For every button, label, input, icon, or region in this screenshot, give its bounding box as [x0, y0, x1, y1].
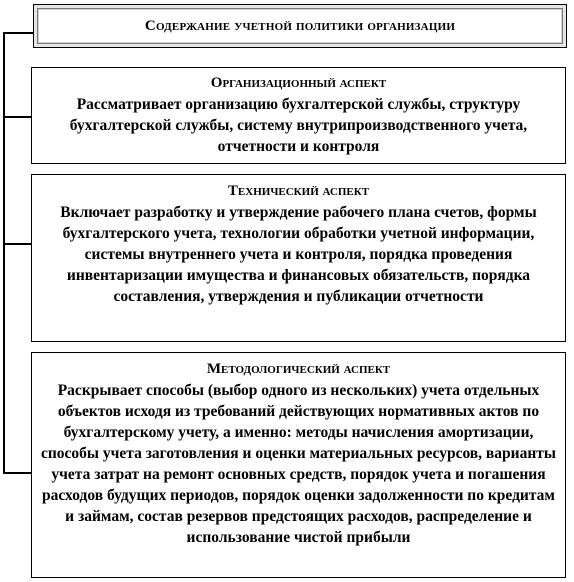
aspect-box-methodological: [31, 352, 566, 578]
aspect-heading: Организационный аспект: [210, 75, 387, 91]
aspect-box-technical: [31, 174, 566, 342]
connector-title: [3, 32, 33, 34]
aspect-text: Рассматривает организацию бухгалтерской службы, структуру бухгалтерской службы, систему внутрипроизводственного учета, отчетности и контроля: [69, 96, 528, 155]
title-box: [33, 4, 567, 48]
connector-organizational: [3, 116, 31, 118]
aspect-text: Раскрывает способы (выбор одного из нескольких) учета отдельных объектов исходя из требований действующих нормативных актов по бухгалтерскому учету, а именно: методы начисления амортизации, способы учета заготовления и оценки материальных ресурсов, варианты учета затрат на ремонт основных средств, порядок учета и погашения расходов будущих периодов, порядок оценки задолженности по кредитам и займам, состав резервов предстоящих расходов, распределение и использование чистой прибыли: [40, 382, 556, 546]
connector-methodological: [3, 472, 31, 474]
aspect-text: Включает разработку и утверждение рабочего плана счетов, формы бухгалтерского учета, технологии обработки учетной информации, системы внутреннего учета и контроля, порядка проведения инвентаризации имущества и финансовых обязательств, порядка составления, утверждения и публикации отчетности: [60, 204, 537, 305]
diagram-title: Содержание учетной политики организации: [144, 17, 456, 34]
aspect-heading: Технический аспект: [227, 183, 370, 199]
aspect-heading: Методологический аспект: [206, 361, 391, 377]
connector-technical: [3, 243, 31, 245]
connector-spine: [3, 32, 5, 473]
aspect-box-organizational: [31, 67, 566, 164]
